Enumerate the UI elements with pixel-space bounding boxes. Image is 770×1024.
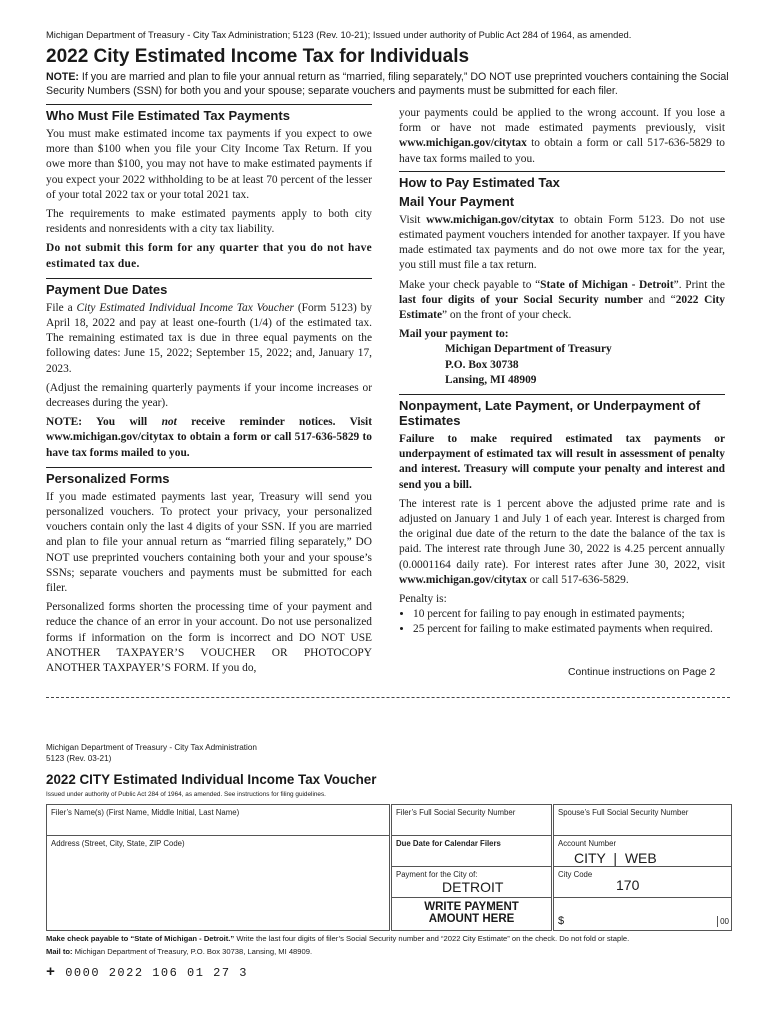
write-payment-label-box [391, 897, 552, 931]
penalty-label: Penalty is: [399, 593, 447, 606]
voucher-name-italic: City Estimated Individual Income Tax Voucher [76, 301, 294, 314]
check-text-c: and “ [642, 293, 676, 306]
scan-code-digits: 0000 2022 106 01 27 3 [65, 966, 248, 980]
payment-due-note [46, 415, 372, 461]
payment-city-label: Payment for the City of: [396, 870, 478, 879]
continue-instructions: Continue instructions on Page 2 [568, 667, 716, 678]
dollar-sign: $ [558, 915, 565, 927]
ssn-instruction: last four digits of your Social Security number [399, 293, 643, 306]
check-payee: State of Michigan - Detroit [540, 278, 674, 291]
mail-to-rest: Michigan Department of Treasury, P.O. Box 30738, Lansing, MI 48909. [72, 946, 313, 956]
payable-bold: Make check payable to “State of Michigan - Detroit.” [46, 934, 235, 943]
address-label: Address (Street, City, State, ZIP Code) [51, 839, 185, 848]
payment-due-dates-heading: Payment Due Dates [46, 278, 372, 297]
mailing-address-line-2: P.O. Box 30738 [445, 358, 519, 371]
city-code-field[interactable] [553, 866, 732, 898]
account-number-field[interactable] [553, 835, 732, 867]
scan-line-code [46, 964, 248, 981]
citytax-link[interactable]: www.michigan.gov/citytax [399, 573, 527, 586]
payment-city-value: DETROIT [442, 879, 504, 895]
plus-icon: + [46, 964, 57, 981]
mail-text-b: to obtain Form 5123. Do not use estimated payment vouchers intended for another taxpayer. If you have made estimated tax payments and do not owe more tax for the year, you still must file a tax return. [399, 213, 725, 272]
filer-names-label: Filer’s Name(s) (First Name, Middle Initial, Last Name) [51, 808, 240, 817]
write-payment-line-2: AMOUNT HERE [428, 913, 515, 925]
page-title: 2022 City Estimated Income Tax for Individuals [46, 46, 470, 67]
due-note-italic: not [161, 416, 177, 429]
payable-rest: Write the last four digits of filer’s Social Security number and “2022 City Estimate” on the check. Do not fold or staple. [234, 934, 630, 943]
mail-payment-paragraph-1 [399, 213, 725, 274]
right-column [399, 106, 725, 638]
voucher-issued-line: Issued under authority of Public Act 284 of 1964, as amended. See instructions for filing guidelines. [46, 791, 326, 798]
voucher-form-number: 5123 (Rev. 03-21) [46, 754, 112, 763]
nonpayment-heading: Nonpayment, Late Payment, or Underpayment of Estimates [399, 394, 725, 428]
filer-ssn-label: Filer’s Full Social Security Number [396, 808, 516, 817]
payment-due-paragraph-1 [46, 301, 372, 377]
mail-text-a: Visit [399, 213, 427, 226]
city-code-value: 170 [616, 877, 640, 893]
mail-to-instruction [46, 946, 629, 959]
left-column [46, 104, 372, 680]
check-text-b: ”. Print the [673, 278, 725, 291]
account-web: WEB [624, 850, 657, 866]
filer-names-field[interactable] [46, 804, 390, 836]
note-text: If you are married and plan to file your annual return as “married, filing separately,” DO NOT use preprinted vouchers containing the Social Security Numbers (SSN) for both you and your spouse; separate vouchers and payments must be submitted for each filer. [46, 71, 729, 97]
nonpayment-paragraph-2 [399, 497, 725, 588]
citytax-link[interactable]: www.michigan.gov/citytax [399, 137, 527, 150]
check-text-d: ” on the front of your check. [442, 309, 572, 322]
check-text-a: Make your check payable to “ [399, 278, 541, 291]
cont-text-b: to obtain a form or call 517-636-5829 to have tax forms mailed to you. [399, 137, 725, 165]
voucher-department-header [46, 742, 257, 764]
who-must-file-paragraph-3: Do not submit this form for any quarter that you do not have estimated tax due. [46, 242, 372, 270]
personalized-forms-heading: Personalized Forms [46, 467, 372, 486]
mailing-address-line-1: Michigan Department of Treasury [445, 343, 612, 356]
payable-instruction [46, 933, 629, 946]
due-note-b: receive reminder notices. Visit www.michigan.gov/citytax to obtain a form or call 517-636-5829 to have tax forms mailed to you. [46, 416, 372, 459]
payment-city-field[interactable] [391, 866, 552, 898]
interest-text-b: or call 517-636-5829. [526, 573, 629, 586]
account-number-label: Account Number [558, 839, 617, 848]
due-note-a: NOTE: You will [46, 416, 162, 429]
mail-your-payment-subheading: Mail Your Payment [399, 193, 515, 209]
mail-to-label: Mail your payment to: [399, 328, 509, 341]
voucher-instructions [46, 933, 629, 958]
penalty-item: • 10 percent for failing to pay enough in estimated payments; [413, 607, 725, 622]
how-to-pay-heading: How to Pay Estimated Tax [399, 171, 725, 190]
cents-value: 00 [717, 916, 731, 927]
penalty-list [399, 607, 725, 637]
city-code-label: City Code [558, 870, 593, 879]
payment-amount-field[interactable] [553, 897, 732, 931]
due-date-field[interactable] [391, 835, 552, 867]
mail-to-bold: Mail to: [46, 946, 73, 956]
address-field[interactable] [46, 835, 390, 931]
payment-due-paragraph-2: (Adjust the remaining quarterly payments if your income increases or decreases during the year). [46, 381, 372, 410]
account-city: CITY [574, 850, 606, 866]
who-must-file-paragraph-1: You must make estimated income tax payments if you expect to owe more than $100 when you file your City Income Tax Return. If you owe more than $100, you may not have to make estimated payments if you expect your 2022 withholding to be at least 70 percent of the lesser of your total 2022 tax or your total 2021 tax. [46, 128, 372, 201]
who-must-file-heading: Who Must File Estimated Tax Payments [46, 104, 372, 123]
interest-text-a: The interest rate is 1 percent above the adjusted prime rate and is adjusted on January 1 and July 1 of each year. Interest is charged from the original due date of the return to the date the balance of the tax is paid. The interest rate through June 30, 2022 is 4.25 percent annually (0.0001164 daily rate). For interest rates after June 30, 2022, visit [399, 497, 725, 571]
city-estimate-text: 2022 City Estimate [399, 293, 725, 322]
nonpayment-paragraph-1: Failure to make required estimated tax payments or underpayment of estimated tax will result in assessment of penalty and interest. Treasury will compute your penalty and interest and send you a bill. [399, 433, 725, 491]
personalized-forms-continued [399, 106, 725, 167]
citytax-link[interactable]: www.michigan.gov/citytax [426, 213, 554, 226]
account-number-value: CITY | WEB [574, 850, 657, 866]
mail-payment-paragraph-2 [399, 278, 725, 324]
voucher-title: 2022 CITY Estimated Individual Income Tax Voucher [46, 772, 377, 787]
personalized-forms-paragraph-2: Personalized forms shorten the processing time of your payment and reduce the chance of an error in your account. Do not use personalized forms if information on the form is incorrect and DO NOT USE ANOTHER TAXPAYER’S VOUCHER OR PHOTOCOPY ANOTHER TAXPAYER’S FORM. If you do, [46, 601, 372, 675]
due-text-b: (Form 5123) by April 18, 2022 and pay at least one-fourth (1/4) of the estimated tax. The remaining estimated tax is due in three equal payments on the following dates: June 15, 2022; September 15, 2022; and, January 17, 2023. [46, 301, 372, 375]
married-filing-note [46, 70, 736, 98]
cont-text-a: your payments could be applied to the wrong account. If you lose a form or have not made estimated payments previously, visit [399, 107, 725, 135]
note-label: NOTE: [46, 71, 79, 83]
form-authority-line: Michigan Department of Treasury - City Tax Administration; 5123 (Rev. 10-21); Issued under authority of Public Act 284 of 1964, as amended. [46, 29, 632, 40]
tear-off-dashed-line [46, 697, 730, 698]
who-must-file-paragraph-2: The requirements to make estimated payments apply to both city residents and nonresidents with a city tax liability. [46, 208, 372, 236]
due-date-label: Due Date for Calendar Filers [396, 839, 501, 848]
spouse-ssn-field[interactable] [553, 804, 732, 836]
penalty-item: • 25 percent for failing to make estimated payments when required. [413, 622, 725, 637]
personalized-forms-paragraph-1: If you made estimated payments last year, Treasury will send you personalized vouchers. To protect your privacy, your personalized vouchers contain only the last 4 digits of your SSN. If you are married and plan to file your annual return as “married filing separately,” DO NOT use preprinted vouchers containing both your and your spouse’s SSNs; separate vouchers and payments must be submitted for each filer. [46, 490, 372, 595]
write-payment-line-1: WRITE PAYMENT [424, 901, 519, 913]
spouse-ssn-label: Spouse’s Full Social Security Number [558, 808, 689, 817]
filer-ssn-field[interactable] [391, 804, 552, 836]
mailing-address-line-3: Lansing, MI 48909 [445, 373, 537, 386]
due-text-a: File a [46, 301, 77, 314]
voucher-dept-line: Michigan Department of Treasury - City Tax Administration [46, 743, 257, 752]
